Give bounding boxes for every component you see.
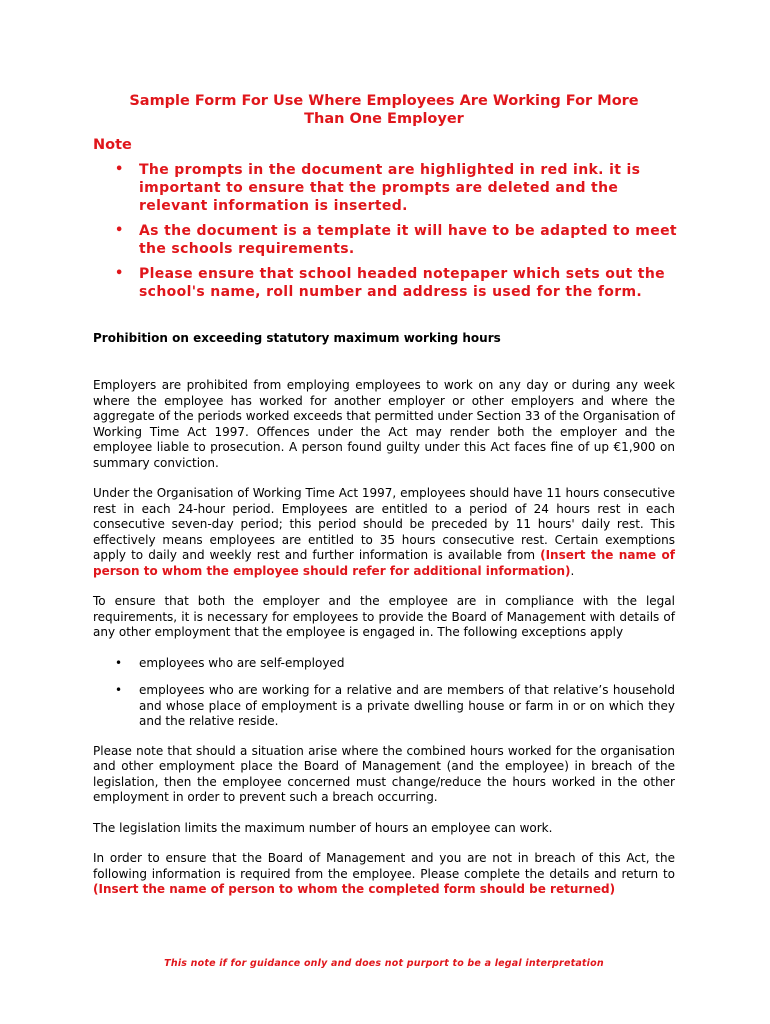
note-bullet-text: As the document is a template it will have to be adapted to meet the schools requirements. <box>139 223 677 257</box>
note-bullet-text: The prompts in the document are highlighted in red ink. it is important to ensure that the prompts are deleted and the relevant information is inserted. <box>139 162 641 214</box>
exception-item <box>93 656 675 672</box>
paragraph-compliance: To ensure that both the employer and the employee are in compliance with the legal requirements, it is necessary for employees to provide the Board of Management with details of any other employment that the employee is engaged in. The following exceptions apply <box>93 594 675 639</box>
section-heading: Prohibition on exceeding statutory maximum working hours <box>93 331 501 345</box>
exception-item <box>93 683 675 730</box>
paragraph-return-form <box>93 851 675 898</box>
paragraph-return-text: In order to ensure that the Board of Management and you are not in breach of this Act, the following information is required from the employee. Please complete the details and return to <box>93 851 675 881</box>
exception-text: employees who are self-employed <box>139 655 345 670</box>
title-line-2: Than One Employer <box>304 111 464 127</box>
bullet-icon: • <box>115 683 123 697</box>
note-bullet-item <box>93 222 683 258</box>
exceptions-list <box>93 656 675 730</box>
prompt-return-person: (Insert the name of person to whom the completed form should be returned) <box>93 882 616 896</box>
bullet-icon: • <box>115 655 123 670</box>
prompt-additional-information: (Insert the name of person to whom the employee should refer for additional information) <box>93 548 675 578</box>
paragraph-legislation-limit: The legislation limits the maximum number of hours an employee can work. <box>93 820 553 835</box>
document-body <box>93 378 675 913</box>
paragraph-penalties: Employers are prohibited from employing employees to work on any day or during any week where the employee has worked for another employer or other employers and where the aggregate of the periods worked exceeds that permitted under Section 33 of the Organisation of Working Time Act 1997. Offences under the Act may render both the employer and the employee liable to prosecution. A person found guilty under this Act faces fine of up €1,900 on summary conviction. <box>93 378 675 470</box>
note-heading: Note <box>93 137 132 153</box>
paragraph-breach: Please note that should a situation arise where the combined hours worked for the organisation and other employment place the Board of Management (and the employee) in breach of the legislation, then the employee concerned must change/reduce the hours worked in the other employment in order to prevent such a breach occurring. <box>93 743 675 804</box>
document-title <box>93 92 675 128</box>
note-bullet-item <box>93 265 683 301</box>
paragraph-rest-periods <box>93 486 675 579</box>
paragraph-rest-text: Under the Organisation of Working Time Act 1997, employees should have 11 hours consecutive rest in each 24-hour period. Employees are entitled to a period of 24 hours rest in each consecutive seven-day period; this period should be preceded by 11 hours' daily rest. This effectively means employees are entitled to 35 hours consecutive rest. Certain exemptions apply to daily and weekly rest and further information is available from <box>93 486 675 562</box>
title-line-1: Sample Form For Use Where Employees Are Working For More <box>129 93 639 109</box>
note-bullet-item <box>93 161 683 215</box>
note-bullet-list <box>93 161 683 308</box>
footer-disclaimer: This note if for guidance only and does not purport to be a legal interpretation <box>164 958 604 969</box>
bullet-icon: • <box>115 162 124 177</box>
exception-text: employees who are working for a relative and are members of that relative’s household and whose place of employment is a private dwelling house or farm in or on which they and the relative reside. <box>139 683 675 728</box>
note-bullet-text: Please ensure that school headed notepaper which sets out the school's name, roll number and address is used for the form. <box>139 266 665 300</box>
bullet-icon: • <box>115 266 124 281</box>
paragraph-rest-end: . <box>570 563 575 578</box>
bullet-icon: • <box>115 223 124 238</box>
